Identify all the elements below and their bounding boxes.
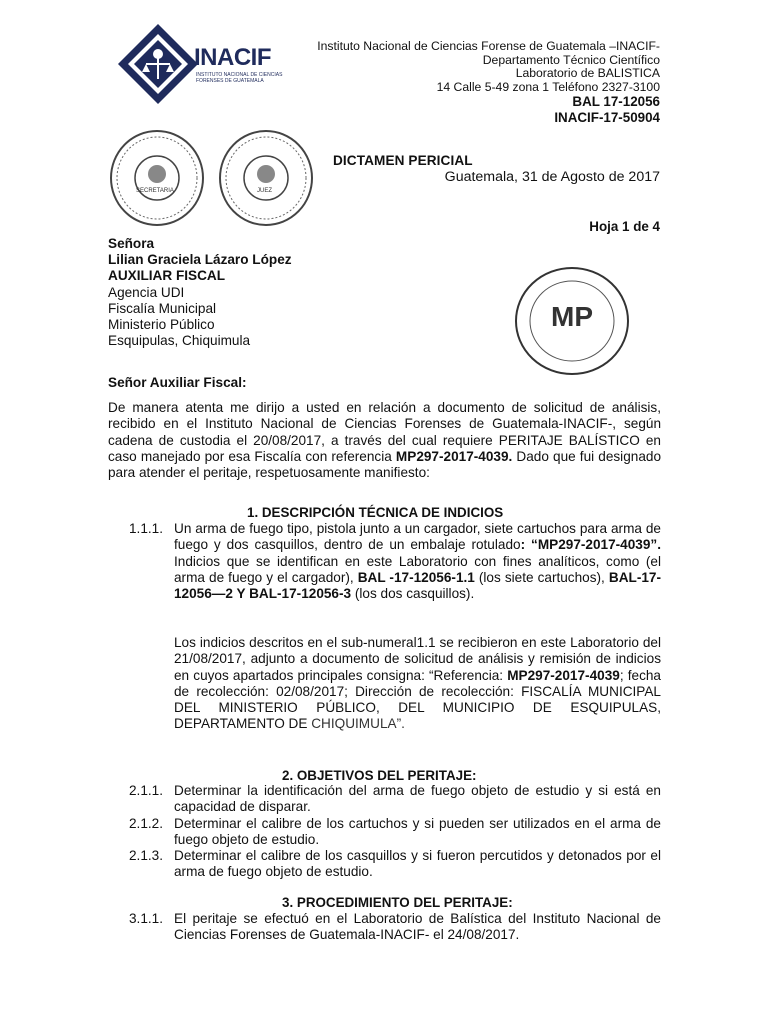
section1-paragraph-2: Los indicios descritos en el sub-numeral1.1 se recibieron en este Laboratorio del 21/08/2017, adjunto a documento de solicitud de análisis y remisión de indicios en cuyos apartados principales consigna: “Referencia: MP297-2017-4039; fecha de recolección: 02/08/2017; Dirección de recolección: FISCALÍA MUNICIPAL DEL MINISTERIO PÚBLICO, DEL MUNICIPIO DE ESQUIPULAS, DEPARTAMENTO DE CHIQUIMULA”.	[174, 635, 661, 732]
court-seal-juez	[217, 128, 315, 228]
header-line-1: Instituto Nacional de Ciencias Forense de Guatemala –INACIF-	[317, 39, 660, 53]
salutation: Señor Auxiliar Fiscal:	[108, 375, 247, 390]
ministerio-publico-seal	[513, 265, 631, 377]
addressee-line-1: Agencia UDI	[108, 284, 185, 300]
document-title: DICTAMEN PERICIAL	[333, 153, 473, 168]
intro-text-b: Dado que fui designado para atender el peritaje, respetuosamente manifiesto:	[108, 448, 662, 481]
section2-item-3: 2.1.3. Determinar el calibre de los casquillos y si fueron percutidos y detonados por el arma de fuego objeto de estudio.	[129, 848, 661, 880]
section2-item-1: 2.1.1. Determinar la identificación del arma de fuego objeto de estudio y si está en capacidad de disparar.	[129, 783, 661, 815]
logo-text: INACIF	[194, 44, 271, 71]
header-line-3: Laboratorio de BALISTICA	[515, 66, 660, 81]
reference-bal: BAL 17-12056	[572, 94, 660, 110]
addressee-line-2: Fiscalía Municipal	[108, 300, 217, 316]
addressee-line-3: Ministerio Público	[108, 317, 215, 333]
section1-item-1	[129, 521, 661, 602]
seal1-label: SECRETARIA	[136, 188, 174, 194]
header-info	[240, 40, 660, 125]
mp-seal-label: MP	[551, 301, 593, 332]
section1-item-1-number: 1.1.1.	[129, 521, 164, 536]
intro-paragraph	[108, 400, 661, 481]
page-number: Hoja 1 de 4	[589, 219, 660, 234]
reference-inacif: INACIF-17-50904	[554, 109, 660, 125]
section3-heading: 3. PROCEDIMIENTO DEL PERITAJE:	[282, 895, 513, 910]
section1-heading: 1. DESCRIPCIÓN TÉCNICA DE INDICIOS	[247, 505, 504, 520]
intro-text-a: De manera atenta me dirijo a usted en relación a documento de solicitud de análisis, recibido en el Instituto Nacional de Ciencias Forenses de Guatemala-INACIF-, según cadena de custodia el 20/08/2017, a través del cual requiere PERITAJE BALÍSTICO en caso manejado por esa Fiscalía con referencia	[108, 400, 661, 464]
header-line-2: Departamento Técnico Científico	[482, 52, 660, 67]
addressee-greeting: Señora	[108, 236, 155, 251]
seal2-label: JUEZ	[257, 188, 272, 194]
logo-subtext: INSTITUTO NACIONAL DE CIENCIAS FORENSES DE GUATEMALA	[196, 72, 283, 84]
addressee-block	[108, 236, 292, 349]
addressee-line-4: Esquipulas, Chiquimula	[108, 333, 251, 349]
section2-item-2: 2.1.2. Determinar el calibre de los cartuchos y si pueden ser utilizados en el arma de fuego objeto de estudio.	[129, 816, 661, 848]
section1-item-1-text: Un arma de fuego tipo, pistola junto a un cargador, siete cartuchos para arma de fuego y dos casquillos, dentro de un embalaje rotulado: “MP297-2017-4039”. Indicios que se identifican en este Laboratorio con fines analíticos, como (el arma de fuego y el cargador), BAL -17-12056-1.1 (los siete cartuchos), BAL-17-12056—2 Y BAL-17-12056-3 (los dos casquillos).	[174, 521, 661, 602]
court-seal-secretaria	[108, 128, 206, 228]
section3-item-1: 3.1.1. El peritaje se efectuó en el Laboratorio de Balística del Instituto Nacional de Ciencias Forenses de Guatemala-INACIF- el 24/08/2017.	[129, 911, 661, 943]
addressee-name: Lilian Graciela Lázaro López	[108, 252, 292, 268]
addressee-role: AUXILIAR FISCAL	[108, 268, 226, 284]
intro-reference: MP297-2017-4039.	[395, 448, 513, 464]
header-line-4: 14 Calle 5-49 zona 1 Teléfono 2327-3100	[436, 79, 660, 94]
section2-heading: 2. OBJETIVOS DEL PERITAJE:	[282, 768, 477, 783]
document-date: Guatemala, 31 de Agosto de 2017	[444, 169, 660, 185]
